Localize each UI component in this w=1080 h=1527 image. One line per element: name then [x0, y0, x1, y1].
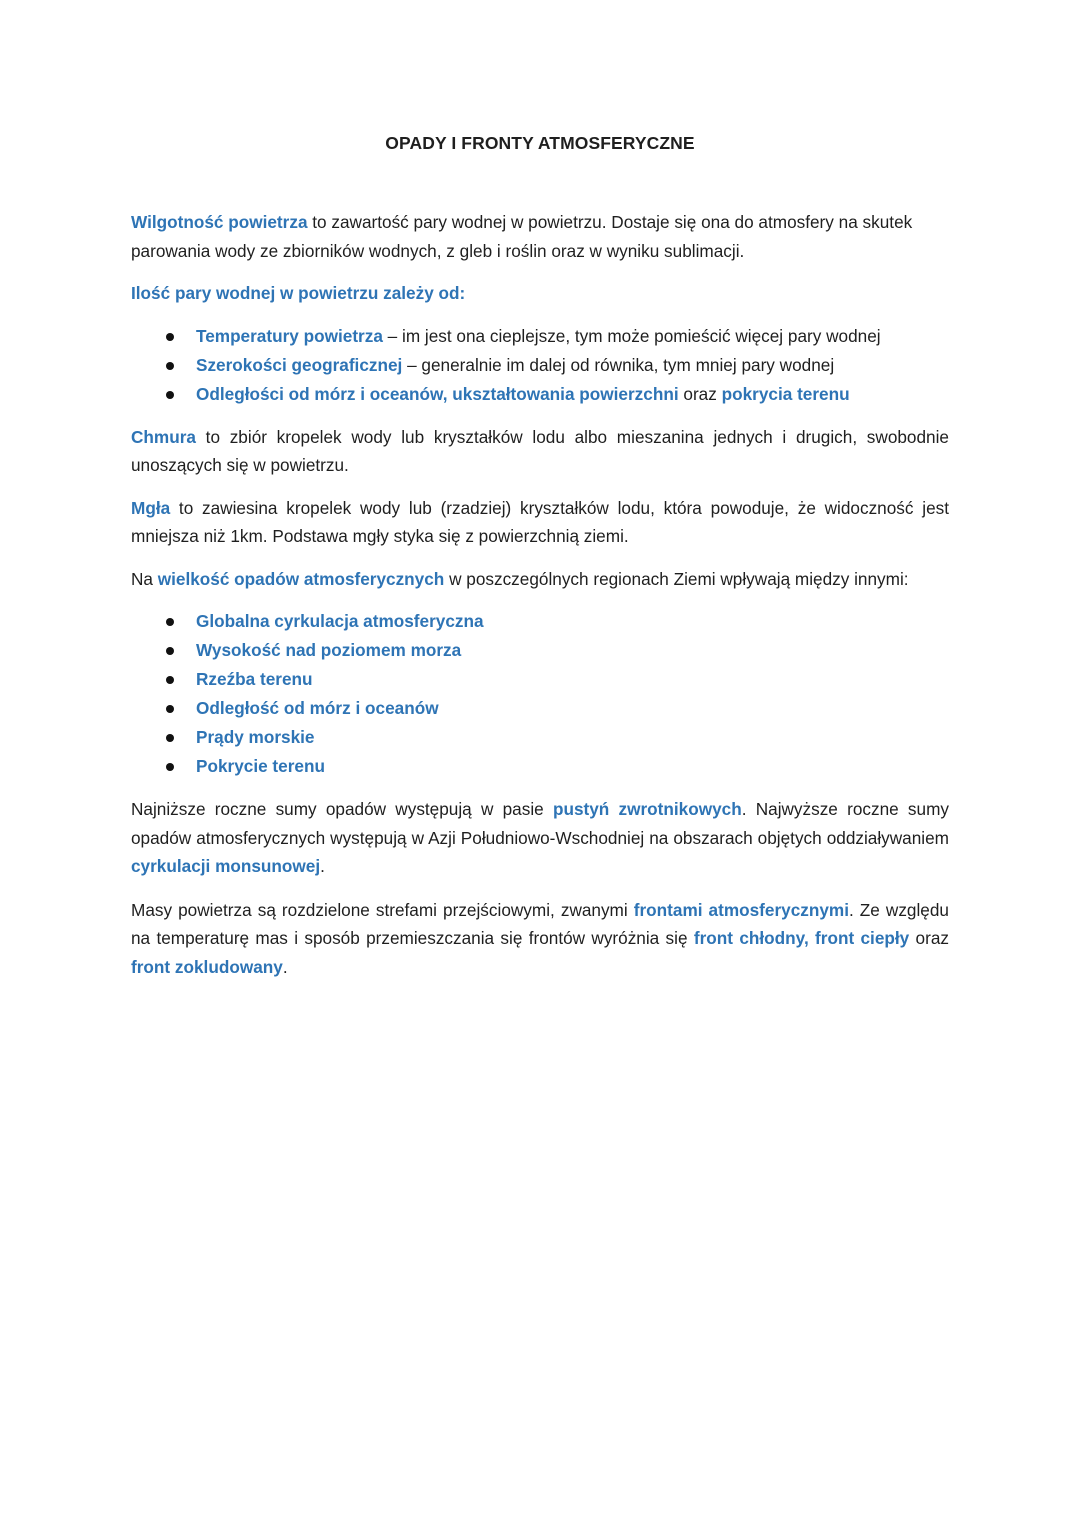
list-item: Pokrycie terenu	[131, 752, 949, 781]
bullet-icon	[166, 391, 174, 399]
heading-vapor-factors: Ilość pary wodnej w powietrzu zależy od:	[131, 283, 466, 303]
paragraph-cloud: Chmura to zbiór kropelek wody lub kryształków lodu albo mieszanina jednych i drugich, swobodnie unoszących się w powietrzu.	[131, 426, 949, 475]
list-item: Szerokości geograficznej – generalnie im dalej od równika, tym mniej pary wodnej	[131, 351, 949, 380]
list-item: Globalna cyrkulacja atmosferyczna	[131, 607, 949, 636]
bullet-icon	[166, 618, 174, 626]
paragraph-precipitation-sums: Najniższe roczne sumy opadów występują w pasie pustyń zwrotnikowych. Najwyższe roczne sumy opadów atmosferycznych występują w Azji Południowo-Wschodniej na obszarach objętych oddziaływaniem cyrkulacji monsunowej.	[131, 799, 949, 876]
term-fog: Mgła	[131, 497, 171, 518]
paragraph-precipitation-factors: Na wielkość opadów atmosferycznych w poszczególnych regionach Ziemi wpływają między innymi:	[131, 568, 909, 589]
list-item: Odległości od mórz i oceanów, ukształtowania powierzchni oraz pokrycia terenu	[131, 380, 949, 409]
bullet-icon	[166, 333, 174, 341]
term-cloud: Chmura	[131, 426, 196, 447]
paragraph-humidity: Wilgotność powietrza to zawartość pary wodnej w powietrzu. Dostaje się ona do atmosfery na skutek parowania wody ze zbiorników wodnych, z gleb i roślin oraz w wyniku sublimacji.	[131, 212, 913, 261]
vapor-factors-list	[131, 322, 949, 409]
list-item: Rzeźba terenu	[131, 665, 949, 694]
bullet-icon	[166, 705, 174, 713]
document-body	[131, 208, 949, 981]
bullet-icon	[166, 362, 174, 370]
list-item: Prądy morskie	[131, 723, 949, 752]
list-item: Wysokość nad poziomem morza	[131, 636, 949, 665]
paragraph-fronts: Masy powietrza są rozdzielone strefami przejściowymi, zwanymi frontami atmosferycznymi. Ze względu na temperaturę mas i sposób przemieszczania się frontów wyróżnia się front chłodny, front ciepły oraz front zokludowany.	[131, 899, 949, 977]
list-item: Odległość od mórz i oceanów	[131, 694, 949, 723]
page-title: OPADY I FRONTY ATMOSFERYCZNE	[385, 133, 695, 153]
bullet-icon	[166, 676, 174, 684]
precipitation-factors-list	[131, 607, 949, 781]
term-precipitation: wielkość opadów atmosferycznych	[157, 568, 445, 589]
bullet-icon	[166, 763, 174, 771]
list-item: Temperatury powietrza – im jest ona cieplejsze, tym może pomieścić więcej pary wodnej	[131, 322, 949, 351]
paragraph-vapor-heading	[131, 279, 949, 308]
term-humidity: Wilgotność powietrza	[131, 212, 308, 232]
bullet-icon	[166, 734, 174, 742]
paragraph-fog: Mgła to zawiesina kropelek wody lub (rzadziej) kryształków lodu, która powoduje, że widoczność jest mniejsza niż 1km. Podstawa mgły styka się z powierzchnią ziemi.	[131, 497, 949, 546]
bullet-icon	[166, 647, 174, 655]
